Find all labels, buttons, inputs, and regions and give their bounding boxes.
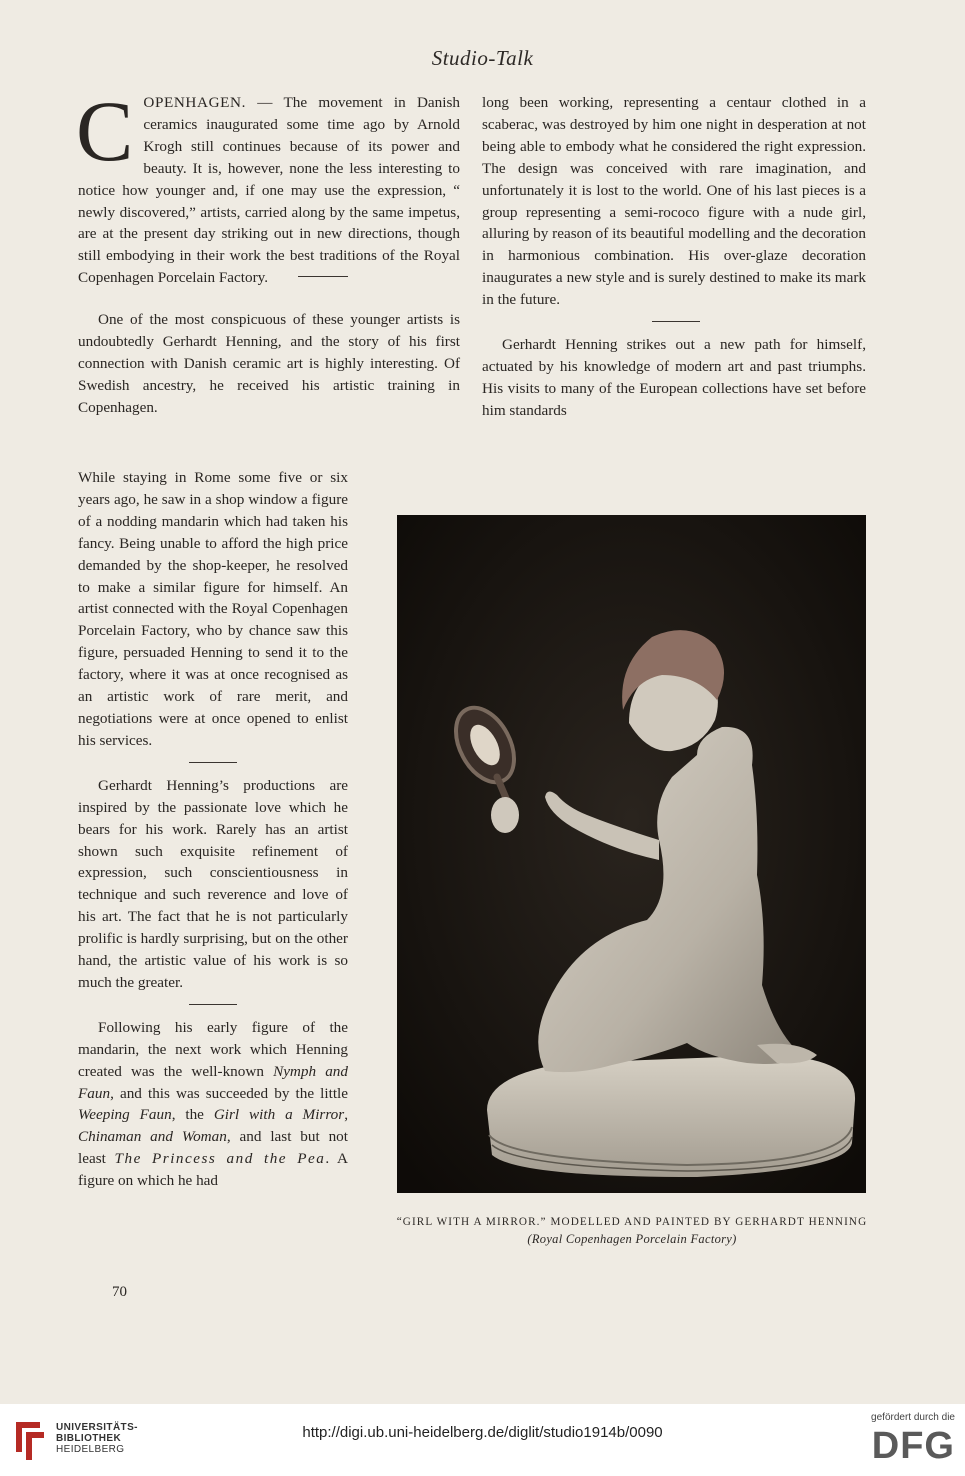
paragraph-mandarin: While staying in Rome some five or six years ago, he saw in a shop window a figure of a nodding mandarin which had taken his fancy. Being unable to afford the high price demanded by the shop-keeper, he resolved to make a similar figure for himself. An artist connected with the Royal Copenhagen Porcelain Factory, who by chance saw this figure, persuaded Henning to send it to the factory, where it was at once recognised as an artistic work of rare merit, and negotiations were at once opened to enlist his services. (78, 469, 348, 749)
intro-text: — The movement in Danish ceramics inaugurated some time ago by Arnold Krogh still continues because of its power and beauty. It is, however, none the less interesting to notice how younger and, if one may use the expression, “ newly discovered,” artists, carried along by the same impetus, are at the present day striking out in new directions, though still embodying in their work the best traditions of the Royal Copenhagen Porcelain Factory. (78, 94, 460, 287)
work-title: Nymph and Faun (78, 1062, 348, 1102)
text-run: , and last but not least (78, 1128, 348, 1168)
girl-with-mirror-illustration (397, 515, 866, 1193)
text-run: , and this was succeeded by the little (110, 1084, 348, 1102)
figure-caption (378, 1214, 886, 1247)
digitization-footer (0, 1404, 965, 1476)
paragraph-centaur: long been working, representing a centaur clothed in a scaberac, was destroyed by him one night in desperation at not being able to embody what he considered the right expression. The design was conceived with rare imagination, and unfortunately it is lost to the world. One of his last pieces is a group representing a semi-rococo figure with a nude girl, alluring by reason of its beautiful modelling and the decoration in harmonious combination. His over-glaze decoration inaugurates a new style and is surely destined to make its mark in the future. (482, 94, 866, 309)
caption-title: “GIRL WITH A MIRROR.” MODELLED AND PAINTED BY GERHARDT HENNING (396, 1216, 868, 1228)
left-column-narrow (78, 467, 348, 1192)
text-run: Following his early figure of the mandarin, the next work which Henning created was the well-known (78, 1018, 348, 1080)
work-title: The Princess and the Pea (114, 1150, 326, 1168)
work-title: Girl with a Mirror (213, 1106, 345, 1124)
paragraph-henning-intro: One of the most conspicuous of these younger artists is undoubtedly Gerhardt Henning, and the story of his first connection with Danish ceramic art is highly interesting. Of Swedish ancestry, he received his artistic training in Copenhagen. (78, 311, 460, 416)
intro-lead-word: OPENHAGEN. (143, 94, 246, 111)
text-run: , the (171, 1106, 214, 1124)
page-number: 70 (112, 1284, 127, 1300)
dfg-logo: DFG (871, 1425, 955, 1467)
running-head: Studio-Talk (431, 46, 534, 70)
library-name-line: HEIDELBERG (56, 1444, 125, 1455)
text-run: . A figure on which he had (78, 1150, 348, 1190)
drop-cap: C (76, 83, 134, 179)
paragraph-works (78, 1017, 348, 1192)
paragraph-intro (76, 83, 460, 289)
section-rule (652, 321, 700, 322)
right-column (482, 92, 866, 422)
work-title: Weeping Faun (78, 1106, 172, 1124)
section-rule (298, 276, 348, 277)
funder-label: gefördert durch die (871, 1412, 955, 1423)
section-rule (189, 762, 237, 763)
text-run: , (344, 1106, 348, 1124)
section-rule (189, 1004, 237, 1005)
paragraph-productions: Gerhardt Henning’s productions are inspired by the passionate love which he bears for his work. Rarely has an artist shown such exquisite refinement of expression, such conscientiousness in technique and such reverence and love of his art. The fact that he is not particularly prolific is hardly surprising, but on the other hand, the artistic value of his work is so much the greater. (78, 776, 348, 991)
funder-block (855, 1412, 955, 1465)
source-url-link[interactable]: http://digi.ub.uni-heidelberg.de/diglit/studio1914b/0090 (302, 1424, 663, 1441)
library-name-line: UNIVERSITÄTS- (56, 1422, 138, 1433)
figure-plate (397, 515, 866, 1193)
paragraph-new-path: Gerhardt Henning strikes out a new path for himself, actuated by his knowledge of modern art and past triumphs. His visits to many of the European collections have set before him standards (482, 336, 866, 419)
library-name-line: BIBLIOTHEK (56, 1433, 122, 1444)
caption-source: (Royal Copenhagen Porcelain Factory) (527, 1232, 737, 1246)
work-title: Chinaman and Woman (78, 1128, 227, 1146)
left-column-top (76, 83, 460, 419)
